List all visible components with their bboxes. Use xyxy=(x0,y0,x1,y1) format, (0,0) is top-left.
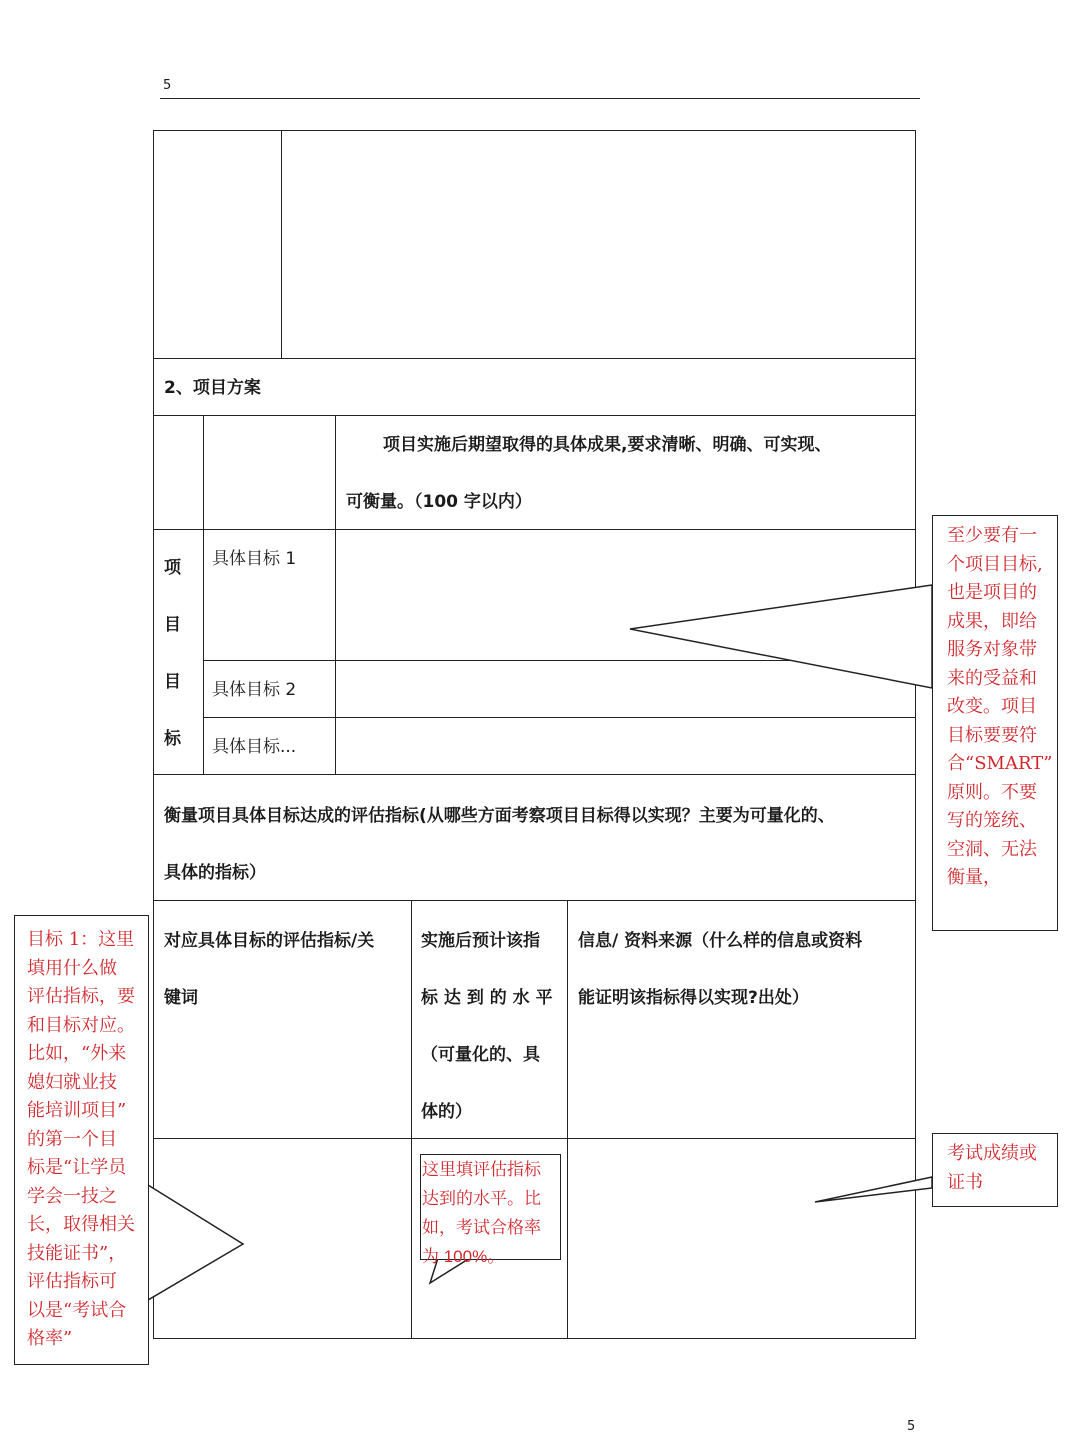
smart-callout-pointer xyxy=(630,585,932,688)
target1-callout-line: 的第一个目 xyxy=(27,1128,117,1150)
target1-callout-pointer xyxy=(148,1185,243,1300)
col2-header-line1: 实施后预计该指 xyxy=(421,931,540,951)
level-callout-line: 达到的水平。比 xyxy=(422,1189,541,1208)
smart-callout-line: 衡量， xyxy=(947,867,1001,888)
goal-label-char: 项 xyxy=(164,558,181,578)
target1-callout-line: 和目标对应。 xyxy=(27,1014,135,1036)
col2-header-line4: 体的） xyxy=(421,1102,472,1122)
smart-callout-line: 至少要有一 xyxy=(947,525,1037,546)
header-page-number: 5 xyxy=(163,78,172,93)
goal-header-line1: 项目实施后期望取得的具体成果,要求清晰、明确、可实现、 xyxy=(383,435,832,455)
goal-label-char: 标 xyxy=(164,729,181,749)
target1-callout xyxy=(14,915,149,1365)
col3-header-line1: 信息/ 资料来源（什么样的信息或资料 xyxy=(578,931,863,951)
target1-callout-line: 长，取得相关 xyxy=(27,1214,135,1235)
source-callout xyxy=(932,1133,1058,1207)
indicator-section-line2: 具体的指标） xyxy=(164,863,266,883)
target1-callout-line: 能培训项目” xyxy=(27,1100,127,1121)
smart-callout-line: 成果，即给 xyxy=(947,610,1037,632)
smart-callout-line: 空洞、无法 xyxy=(947,838,1037,860)
target1-callout-line: 评估指标，要 xyxy=(27,986,135,1007)
col2-header-line3: （可量化的、具 xyxy=(421,1045,540,1065)
source-callout-pointer xyxy=(815,1177,932,1202)
smart-callout-line: 目标要要符 xyxy=(947,724,1037,746)
goal-row-label-3: 具体目标... xyxy=(212,737,297,757)
level-callout xyxy=(420,1154,561,1266)
smart-callout xyxy=(932,515,1058,931)
target1-callout-line: 标是“让学员 xyxy=(27,1157,127,1178)
target1-callout-line: 以是“考试合 xyxy=(27,1299,127,1321)
smart-callout-line: 原则。不要 xyxy=(947,781,1037,803)
target1-callout-line: 填用什么做 xyxy=(27,957,117,979)
target1-callout-line: 技能证书”， xyxy=(27,1242,127,1264)
level-callout-line: 这里填评估指标 xyxy=(422,1160,541,1179)
footer-page-number: 5 xyxy=(907,1419,916,1434)
smart-callout-line: 也是项目的 xyxy=(947,582,1037,603)
col1-header-line2: 键词 xyxy=(164,988,198,1008)
smart-callout-line: 改变。项目 xyxy=(947,696,1037,717)
smart-callout-line: 写的笼统、 xyxy=(947,810,1037,831)
target1-callout-line: 学会一技之 xyxy=(27,1185,117,1207)
target1-callout-line: 目标 1：这里 xyxy=(27,929,135,950)
target1-callout-line: 格率” xyxy=(27,1328,73,1349)
section-title: 2、项目方案 xyxy=(164,378,261,398)
level-callout-line: 为 100%。 xyxy=(422,1247,505,1266)
indicator-section-line1: 衡量项目具体目标达成的评估指标(从哪些方面考察项目目标得以实现？主要为可量化的、 xyxy=(164,806,835,826)
level-callout-line: 如，考试合格率 xyxy=(422,1218,541,1237)
goal-row-label-1: 具体目标 1 xyxy=(212,549,297,569)
goal-header-line2: 可衡量。（100 字以内） xyxy=(346,492,532,512)
source-callout-line: 考试成绩或 xyxy=(947,1143,1037,1164)
smart-callout-line: 来的受益和 xyxy=(947,667,1037,689)
target1-callout-line: 比如，“外来 xyxy=(27,1043,127,1064)
target1-callout-line: 评估指标可 xyxy=(27,1271,117,1292)
col2-header-line2: 标 达 到 的 水 平 xyxy=(421,988,553,1008)
target1-callout-line: 媳妇就业技 xyxy=(27,1071,117,1093)
goal-label-char: 目 xyxy=(164,615,181,635)
col1-header-line1: 对应具体目标的评估指标/关 xyxy=(164,931,375,951)
goal-row-label-2: 具体目标 2 xyxy=(212,680,297,700)
smart-callout-line: 个项目目标, xyxy=(947,553,1043,575)
goal-label-char: 目 xyxy=(164,672,181,692)
source-callout-line: 证书 xyxy=(947,1171,983,1193)
smart-callout-line: 服务对象带 xyxy=(947,639,1037,660)
smart-callout-line: 合“SMART” xyxy=(947,753,1053,774)
col3-header-line2: 能证明该指标得以实现?出处） xyxy=(578,988,809,1008)
